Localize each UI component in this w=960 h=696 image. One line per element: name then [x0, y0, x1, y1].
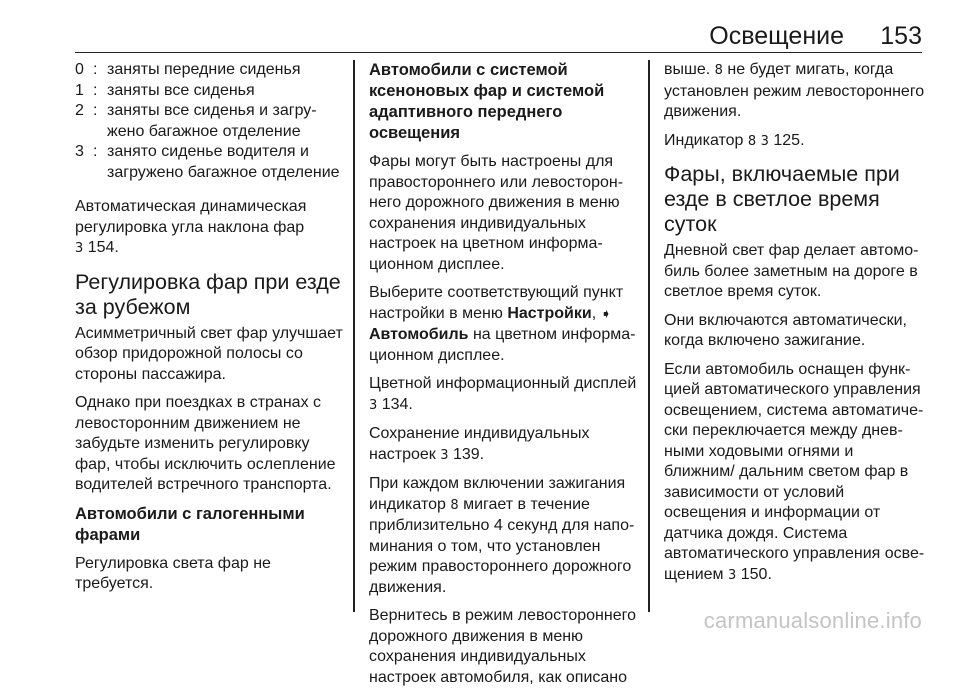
list-item: 0 : заняты передние сиденья	[75, 61, 301, 78]
paragraph: Дневной свет фар делает автомобиль более заметным на дороге в светлое время суток.	[664, 242, 919, 300]
headlight-indicator-icon: 8	[714, 63, 723, 78]
column-divider	[353, 60, 355, 612]
headlight-indicator-icon: 8	[747, 133, 757, 149]
paragraph: выше. 8 не будет мигать, когда установлен режим левостороннего движения.	[664, 61, 925, 120]
list-item: 2 : заняты все сиденья и загружено багажное отделение	[75, 102, 317, 140]
page-ref-icon: 3	[760, 133, 769, 149]
page-ref-icon: 3	[728, 567, 737, 583]
page-number: 153	[880, 22, 922, 50]
column-3	[664, 60, 926, 594]
paragraph: Однако при поездках в странах с левосторонним движением не забудьте изменить регулировку фар, чтобы исключить ослепление водителей встречного транспорта.	[75, 394, 336, 493]
page-title: Освещение	[709, 22, 844, 50]
page-ref-icon: 3	[369, 397, 378, 413]
reference-paragraph: Сохранение индивидуальных настроек 3 139.	[369, 425, 590, 463]
list-item: 1 : заняты все сиденья	[75, 81, 255, 99]
paragraph: Регулировка света фар не требуется.	[75, 554, 271, 592]
page-header	[75, 20, 922, 53]
paragraph: Асимметричный свет фар улучшает обзор придорожной полосы со стороны пассажира.	[75, 324, 343, 383]
reference-paragraph: Индикатор 8 3 125.	[664, 131, 805, 149]
paragraph: Они включаются автоматически, когда включено зажигание.	[664, 311, 907, 349]
reference-paragraph: Если автомобиль оснащен функцией автоматического управления освещением, система автоматически переключается между дневными ходовыми огнями и ближним/ дальним светом фар в зависимости от условий освещения и информации от датчика дождя. Система автоматического управления освещением 3 150.	[664, 360, 925, 583]
auto-leveling-paragraph: Автоматическая динамическая регулировка угла наклона фар 3 154.	[75, 198, 307, 256]
column-divider	[648, 60, 650, 612]
reference-paragraph: Цветной информационный дисплей 3 134.	[369, 375, 637, 413]
list-item: 3 : занято сиденье водителя и загружено багажное отделение	[75, 143, 340, 181]
subsection-heading-xenon: Автомобили с системой ксеноновых фар и системой адаптивного переднего освещения	[369, 61, 605, 142]
page-ref-icon: 3	[440, 447, 449, 463]
menu-vehicle: Автомобиль	[369, 326, 469, 343]
column-1	[75, 60, 343, 603]
page-ref-icon: 3	[75, 241, 84, 256]
watermark: carmanualsonline.info	[703, 608, 922, 633]
seat-load-list	[75, 60, 343, 183]
headlight-indicator-icon: 8	[450, 497, 459, 513]
menu-settings: Настройки	[507, 304, 592, 322]
column-2	[369, 60, 637, 696]
subsection-heading-halogen: Автомобили с галогенными фарами	[75, 504, 305, 544]
menu-arrow-icon: ➧	[600, 306, 612, 322]
paragraph: При каждом включении зажигания индикатор 8 мигает в течение приблизительно 4 секунд для напоминания о том, что установлен режим правостороннего дорожного движения.	[369, 475, 635, 596]
section-heading-drl: Фары, включаемые при езде в светлое время суток	[664, 162, 900, 236]
paragraph: Вернитесь в режим левостороннего дорожного движения в меню сохранения индивидуальных настроек автомобиля, как описано	[369, 607, 636, 686]
menu-path-paragraph: Выберите соответствующий пункт настройки в меню Настройки, ➧ Автомобиль на цветном информационном дисплее.	[369, 284, 636, 364]
paragraph: Фары могут быть настроены для правостороннего или левостороннего дорожного движения в меню сохранения индивидуальных настроек на цветном информационном дисплее.	[369, 153, 624, 273]
section-heading-abroad: Регулировка фар при езде за рубежом	[75, 269, 341, 319]
